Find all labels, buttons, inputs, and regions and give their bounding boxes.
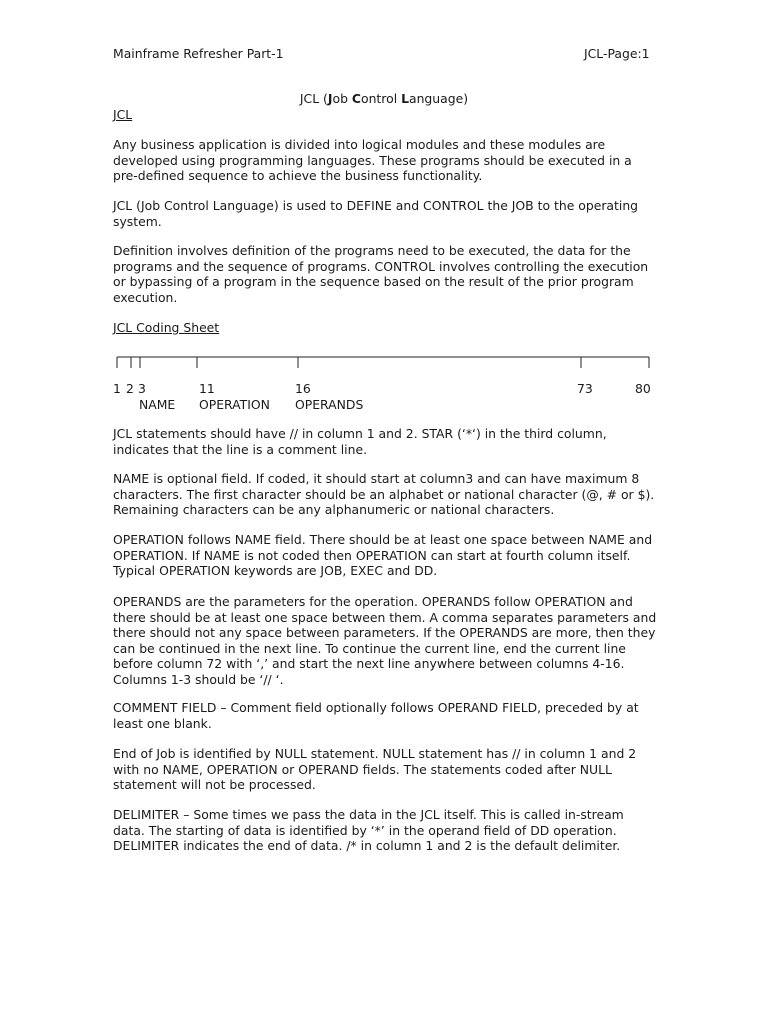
paragraph-8: COMMENT FIELD – Comment field optionally follows OPERAND FIELD, preceded by at least one blank. — [113, 700, 639, 731]
column-label-16: 16 — [295, 381, 311, 396]
column-label-3: 3 — [138, 381, 146, 396]
column-label-80: 80 — [635, 381, 651, 396]
title-part: anguage) — [408, 91, 469, 106]
document-title — [0, 91, 768, 106]
page-header-title: Mainframe Refresher Part-1 — [113, 46, 284, 61]
paragraph-10: DELIMITER – Some times we pass the data in the JCL itself. This is called in-stream data. The starting of data is identified by ‘*’ in the operand field of DD operation. DELIMITER indicates the end of data. /* in column 1 and 2 is the default delimiter. — [113, 807, 624, 853]
title-part: ontrol — [361, 91, 402, 106]
coding-sheet-heading: JCL Coding Sheet — [113, 320, 220, 335]
title-letter-c: C — [351, 91, 361, 106]
paragraph-7: OPERANDS are the parameters for the operation. OPERANDS follow OPERATION and there should be at least one space between them. A comma separates parameters and there should not any space between parameters. If the OPERANDS are more, then they can be continued in the next line. To continue the current line, end the current line before column 72 with ‘,’ and start the next line anywhere between columns 4-16. Columns 1-3 should be ‘// ‘. — [113, 594, 657, 687]
section-heading: JCL — [113, 107, 133, 122]
field-label-name: NAME — [139, 397, 176, 412]
title-part: JCL ( — [299, 91, 328, 106]
paragraph-9: End of Job is identified by NULL statement. NULL statement has // in column 1 and 2 with no NAME, OPERATION or OPERAND fields. The statements coded after NULL statement will not be processed. — [113, 746, 637, 792]
column-label-11: 11 — [199, 381, 215, 396]
paragraph-3: Definition involves definition of the programs need to be executed, the data for the programs and the sequence of programs. CONTROL involves controlling the execution or bypassing of a program in the sequence based on the result of the prior program execution. — [113, 243, 649, 305]
title-letter-j: J — [327, 91, 333, 106]
paragraph-1: Any business application is divided into logical modules and these modules are developed using programming languages. These programs should be executed in a pre-defined sequence to achieve the business functionality. — [113, 137, 632, 183]
paragraph-5: NAME is optional field. If coded, it should start at column3 and can have maximum 8 characters. The first character should be an alphabet or national character (@, # or $). Remaining characters can be any alphanumeric or national characters. — [113, 471, 655, 517]
title-part: ob — [332, 91, 352, 106]
field-label-operands: OPERANDS — [295, 397, 364, 412]
paragraph-2: JCL (Job Control Language) is used to DEFINE and CONTROL the JOB to the operating system. — [113, 198, 639, 229]
coding-sheet-ruler — [113, 353, 653, 369]
paragraph-6: OPERATION follows NAME field. There should be at least one space between NAME and OPERATION. If NAME is not coded then OPERATION can start at fourth column itself. Typical OPERATION keywords are JOB, EXEC and DD. — [113, 532, 653, 578]
title-letter-l: L — [401, 91, 409, 106]
column-label-1: 1 — [113, 381, 121, 396]
column-label-73: 73 — [577, 381, 593, 396]
field-label-operation: OPERATION — [199, 397, 270, 412]
column-label-2: 2 — [126, 381, 134, 396]
page-header-number: JCL-Page:1 — [584, 46, 650, 61]
paragraph-4: JCL statements should have // in column 1 and 2. STAR (‘*‘) in the third column, indicates that the line is a comment line. — [113, 426, 607, 457]
